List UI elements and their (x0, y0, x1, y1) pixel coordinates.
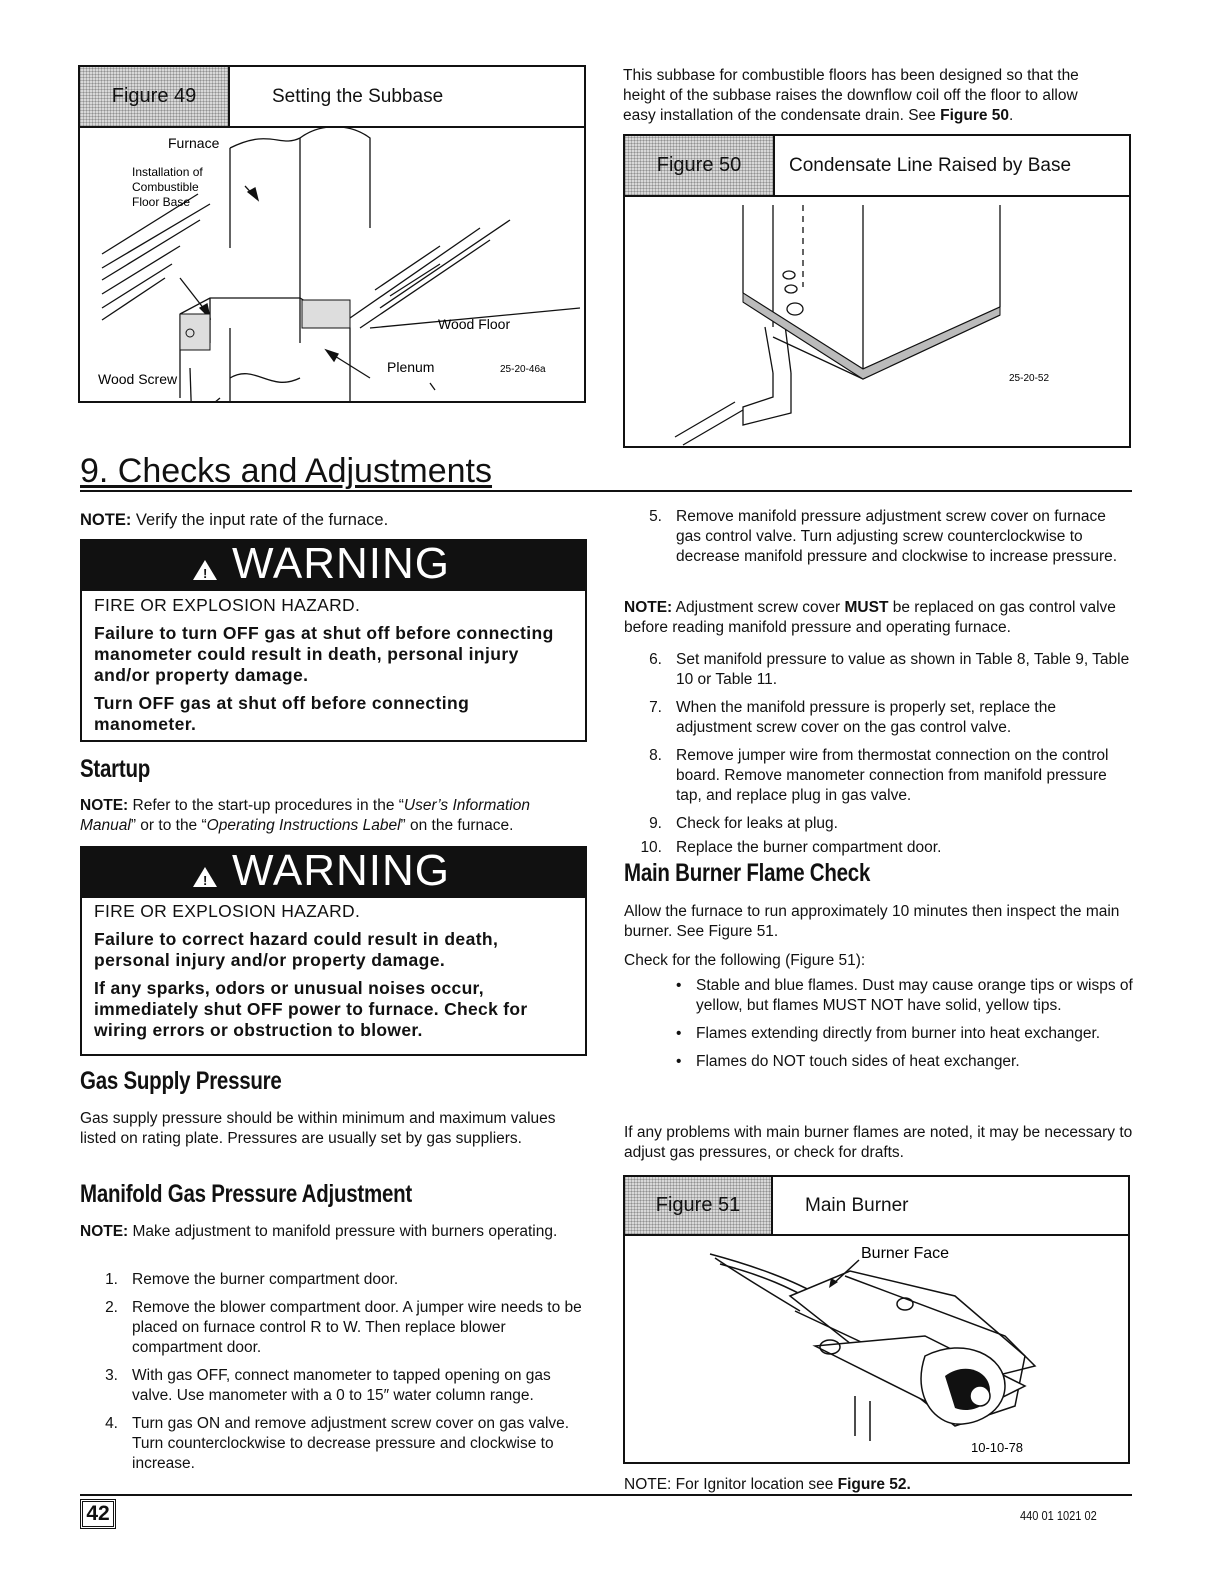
label-installation-1: Installation of (132, 165, 203, 179)
note-manifold: NOTE: Make adjustment to manifold pressure with burners operating. (80, 1223, 558, 1240)
warning-2-hazard: FIRE OR EXPLOSION HAZARD. (94, 901, 361, 921)
figure-51-title: Main Burner (805, 1194, 909, 1216)
heading-startup: Startup (80, 755, 151, 783)
flame-bullets (624, 976, 1134, 1080)
svg-text:!: ! (203, 873, 208, 888)
page-number: 42 (80, 1499, 116, 1529)
warning-1-text: Failure to turn OFF gas at shut off before connecting manometer could result in death, personal injury and/or property damage. (94, 623, 554, 685)
warning-title-1: WARNING (232, 539, 451, 588)
figure-49-code: 25-20-46a (500, 364, 546, 375)
figure-51-illustration (625, 1236, 1128, 1462)
list-item: 1. Remove the burner compartment door. (105, 1271, 399, 1288)
figure-50-illustration (625, 197, 1129, 446)
label-installation-2: Combustible (132, 180, 199, 194)
steps-left (80, 1270, 590, 1482)
list-item: 8. Remove jumper wire from thermostat connection on the control board. Remove manometer connection from manifold pressure tap, and replace plug in gas valve. (649, 747, 1109, 804)
figure-50-code: 25-20-52 (1009, 373, 1050, 384)
list-item: 2. Remove the blower compartment door. A jumper wire needs to be placed on furnace control R to W. Then replace blower compartment door. (105, 1299, 582, 1356)
step-5 (624, 507, 1134, 575)
svg-text:!: ! (203, 566, 208, 581)
label-plenum: Plenum (387, 359, 435, 375)
flame-p1: Allow the furnace to run approximately 10 minutes then inspect the main burner. See Figure 51. (624, 903, 1120, 940)
list-item: • Flames extending directly from burner into heat exchanger. (624, 1024, 1134, 1044)
list-item: • Flames do NOT touch sides of heat exchanger. (624, 1052, 1134, 1072)
warning-title-2: WARNING (232, 846, 451, 895)
label-burner-face: Burner Face (861, 1245, 950, 1262)
list-item: 7. When the manifold pressure is properly set, replace the adjustment screw cover on the gas control valve. (649, 699, 1056, 736)
note-cover: NOTE: Adjustment screw cover MUST be replaced on gas control valve before reading manifold pressure and operating furnace. (624, 599, 1116, 636)
figure-52-reference: Figure 52. (837, 1476, 911, 1493)
heading-flame-check: Main Burner Flame Check (624, 859, 871, 887)
label-wood-screw: Wood Screw (98, 371, 178, 387)
list-item: • Stable and blue flames. Dust may cause orange tips or wisps of yellow, but flames MUST NOT have solid, yellow tips. (624, 976, 1134, 1016)
label-furnace: Furnace (168, 135, 220, 151)
document-number: 440 01 1021 02 (1020, 1508, 1097, 1523)
warning-1-action: Turn OFF gas at shut off before connecting manometer. (94, 693, 470, 734)
label-installation-3: Floor Base (132, 195, 191, 209)
heading-manifold: Manifold Gas Pressure Adjustment (80, 1180, 412, 1208)
figure-51 (623, 1175, 1130, 1464)
list-item: 4. Turn gas ON and remove adjustment screw cover on gas valve. Turn counterclockwise to decrease pressure and clockwise to increase. (105, 1415, 570, 1472)
warning-1-hazard: FIRE OR EXPLOSION HAZARD. (94, 595, 361, 615)
list-item: 5. Remove manifold pressure adjustment screw cover on furnace gas control valve. Turn adjusting screw counterclockwise to decrease manifold pressure and clockwise to increase pressure. (649, 508, 1118, 565)
figure-50 (623, 134, 1131, 448)
warning-box-2 (80, 846, 587, 1056)
note-ignitor: NOTE: For Ignitor location see Figure 52. (624, 1476, 911, 1493)
section-title: 9. Checks and Adjustments (80, 452, 493, 490)
figure-49 (78, 65, 586, 403)
flame-p3: If any problems with main burner flames are noted, it may be necessary to adjust gas pressures, or check for drafts. (624, 1124, 1133, 1161)
figure-49-illustration (80, 128, 584, 401)
figure-50-title: Condensate Line Raised by Base (789, 154, 1072, 176)
label-wood-floor: Wood Floor (438, 316, 511, 332)
figure-49-title: Setting the Subbase (272, 85, 444, 107)
gas-supply-text: Gas supply pressure should be within minimum and maximum values listed on rating plate. Pressures are usually set by gas suppliers. (80, 1110, 556, 1147)
list-item: 10. Replace the burner compartment door. (640, 839, 942, 856)
intro-paragraph: This subbase for combustible floors has been designed so that the height of the subbase raises the downflow coil off the floor to allow easy installation of the condensate drain. See Figure 50. (623, 67, 1079, 124)
section-rule (80, 490, 1132, 492)
warning-box-1 (80, 539, 587, 742)
note-verify: NOTE: Verify the input rate of the furnace. (80, 511, 389, 529)
footer-rule (80, 1494, 1132, 1496)
steps-right (624, 650, 1134, 866)
heading-gas-supply: Gas Supply Pressure (80, 1067, 282, 1095)
figure-49-tag: Figure 49 (80, 67, 230, 126)
warning-triangle-icon (192, 866, 218, 888)
list-item: 6. Set manifold pressure to value as shown in Table 8, Table 9, Table 10 or Table 11. (649, 651, 1130, 688)
figure-51-code: 10-10-78 (971, 1440, 1024, 1455)
figure-51-tag: Figure 51 (625, 1177, 773, 1234)
list-item: 9. Check for leaks at plug. (649, 815, 838, 832)
warning-2-action: If any sparks, odors or unusual noises occur, immediately shut OFF power to furnace. Check for wiring errors or obstruction to blower. (94, 978, 528, 1040)
warning-2-text: Failure to correct hazard could result in death, personal injury and/or property damage. (94, 929, 499, 970)
figure-50-tag: Figure 50 (625, 136, 775, 195)
figure-50-reference: Figure 50 (940, 107, 1010, 124)
flame-p2: Check for the following (Figure 51): (624, 952, 866, 969)
warning-triangle-icon (192, 559, 218, 581)
note-startup: NOTE: Refer to the start-up procedures in the “User’s Information Manual” or to the “Operating Instructions Label” on the furnace. (80, 797, 530, 834)
list-item: 3. With gas OFF, connect manometer to tapped opening on gas valve. Use manometer with a 0 to 15″ water column range. (105, 1367, 551, 1404)
